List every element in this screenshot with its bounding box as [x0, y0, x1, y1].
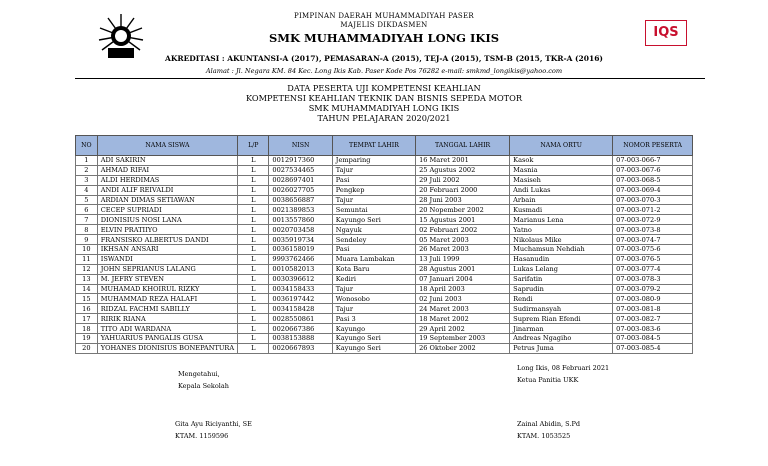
cell-name: ARDIAN DIMAS SETIAWAN [97, 195, 237, 205]
footer-acknowledged: Mengetahui, [178, 370, 220, 378]
table-row [76, 205, 693, 215]
cell-parent: Sarifatin [510, 274, 613, 284]
cell-participant-number: 07-003-080-9 [613, 294, 693, 304]
cell-gender: L [238, 264, 269, 274]
cell-name: DIONISIUS NOSI LANA [97, 215, 237, 225]
cell-gender: L [238, 245, 269, 255]
cell-birthdate: 29 Juli 2002 [416, 175, 510, 185]
cell-parent: Arbain [510, 195, 613, 205]
cell-nisn: 9993762466 [269, 254, 332, 264]
cell-nisn: 0036158019 [269, 245, 332, 255]
cell-participant-number: 07-003-079-2 [613, 284, 693, 294]
cell-gender: L [238, 205, 269, 215]
cell-parent: Muchamsun Nehdiah [510, 245, 613, 255]
cell-participant-number: 07-003-083-6 [613, 324, 693, 334]
cell-nisn: 0028550861 [269, 314, 332, 324]
cell-gender: L [238, 324, 269, 334]
cell-participant-number: 07-003-077-4 [613, 264, 693, 274]
col-header-gender: L/P [238, 136, 269, 156]
cell-birthdate: 07 Januari 2004 [416, 274, 510, 284]
cell-no: 19 [76, 334, 98, 344]
iqs-logo: IQS [645, 20, 687, 46]
cell-birthdate: 26 Maret 2003 [416, 245, 510, 255]
cell-parent: Masnia [510, 165, 613, 175]
table-row [76, 343, 693, 353]
cell-no: 7 [76, 215, 98, 225]
cell-birthdate: 26 Oktober 2002 [416, 343, 510, 353]
cell-name: YOHANES DIONISIUS BONEPANTURA [97, 343, 237, 353]
col-header-participant-number: NOMOR PESERTA [613, 136, 693, 156]
title-line-4: TAHUN PELAJARAN 2020/2021 [317, 113, 451, 123]
cell-birthplace: Pasi [332, 175, 415, 185]
cell-participant-number: 07-003-072-9 [613, 215, 693, 225]
cell-gender: L [238, 334, 269, 344]
cell-nisn: 0030396612 [269, 274, 332, 284]
col-header-birthplace: TEMPAT LAHIR [332, 136, 415, 156]
cell-nisn: 0026027705 [269, 185, 332, 195]
cell-birthdate: 18 Maret 2002 [416, 314, 510, 324]
cell-birthplace: Kayungo [332, 324, 415, 334]
cell-participant-number: 07-003-066-7 [613, 156, 693, 166]
cell-parent: Kasok [510, 156, 613, 166]
cell-birthdate: 15 Agustus 2001 [416, 215, 510, 225]
cell-name: TITO ADI WARDANA [97, 324, 237, 334]
cell-no: 17 [76, 314, 98, 324]
cell-participant-number: 07-003-067-6 [613, 165, 693, 175]
cell-no: 1 [76, 156, 98, 166]
cell-no: 4 [76, 185, 98, 195]
cell-nisn: 0013557860 [269, 215, 332, 225]
cell-gender: L [238, 274, 269, 284]
cell-gender: L [238, 254, 269, 264]
cell-birthplace: Tajur [332, 195, 415, 205]
cell-gender: L [238, 294, 269, 304]
cell-nisn: 0021389853 [269, 205, 332, 215]
cell-nisn: 0038656887 [269, 195, 332, 205]
cell-birthplace: Muara Lambakan [332, 254, 415, 264]
cell-no: 15 [76, 294, 98, 304]
cell-name: ADI SAKIRIN [97, 156, 237, 166]
cell-name: MUHAMAD KHOIRUL RIZKY [97, 284, 237, 294]
address-line: Alamat : Jl. Negara KM. 84 Kec. Long Ikis Kab. Paser Kode Pos 76282 e-mail: smkmd_longikis@yahoo.com [205, 67, 563, 75]
cell-birthdate: 28 Agustus 2001 [416, 264, 510, 274]
cell-no: 3 [76, 175, 98, 185]
cell-participant-number: 07-003-078-3 [613, 274, 693, 284]
cell-participant-number: 07-003-082-7 [613, 314, 693, 324]
cell-name: FRANSISKO ALBERTUS DANDI [97, 235, 237, 245]
footer-place-date: Long Ikis, 08 Februari 2021 [517, 364, 610, 372]
cell-birthdate: 18 April 2003 [416, 284, 510, 294]
school-name: SMK MUHAMMADIYAH LONG IKIS [268, 31, 500, 45]
cell-no: 20 [76, 343, 98, 353]
cell-nisn: 0012917360 [269, 156, 332, 166]
cell-no: 12 [76, 264, 98, 274]
cell-name: ALDI HERDIMAS [97, 175, 237, 185]
cell-name: MUHAMMAD REZA HALAFI [97, 294, 237, 304]
footer-committee-name: Zainal Abidin, S.Pd [517, 420, 580, 428]
cell-birthplace: Pengkep [332, 185, 415, 195]
cell-birthdate: 16 Maret 2001 [416, 156, 510, 166]
cell-birthplace: Ngayuk [332, 225, 415, 235]
col-header-no: NO [76, 136, 98, 156]
cell-birthplace: Kota Baru [332, 264, 415, 274]
cell-name: RIDZAL FACHMI SABILLY [97, 304, 237, 314]
table-row [76, 235, 693, 245]
cell-birthplace: Semuntai [332, 205, 415, 215]
cell-gender: L [238, 165, 269, 175]
cell-nisn: 0010582013 [269, 264, 332, 274]
cell-participant-number: 07-003-075-6 [613, 245, 693, 255]
col-header-parent: NAMA ORTU [510, 136, 613, 156]
cell-gender: L [238, 185, 269, 195]
cell-gender: L [238, 195, 269, 205]
cell-no: 6 [76, 205, 98, 215]
cell-birthplace: Pasi 3 [332, 314, 415, 324]
table-header-row [76, 136, 693, 156]
title-line-1: DATA PESERTA UJI KOMPETENSI KEAHLIAN [287, 83, 481, 93]
cell-name: RIRIK RIANA [97, 314, 237, 324]
cell-birthplace: Kayungo Seri [332, 334, 415, 344]
cell-nisn: 0036197442 [269, 294, 332, 304]
cell-participant-number: 07-003-084-5 [613, 334, 693, 344]
table-row [76, 264, 693, 274]
cell-birthplace: Tajur [332, 165, 415, 175]
accreditation-line: AKREDITASI : AKUNTANSI-A (2017), PEMASARAN-A (2015), TEJ-A (2015), TSM-B (2015, TKR-A (2016) [165, 54, 603, 63]
cell-no: 16 [76, 304, 98, 314]
cell-gender: L [238, 175, 269, 185]
cell-nisn: 0020703458 [269, 225, 332, 235]
cell-name: CECEP SUPRIADI [97, 205, 237, 215]
cell-birthdate: 13 Juli 1999 [416, 254, 510, 264]
cell-participant-number: 07-003-071-2 [613, 205, 693, 215]
cell-name: ISWANDI [97, 254, 237, 264]
footer-committee-title: Ketua Panitia UKK [517, 376, 579, 384]
cell-parent: Saprudin [510, 284, 613, 294]
table-row [76, 324, 693, 334]
cell-nisn: 0034158433 [269, 284, 332, 294]
table-row [76, 314, 693, 324]
footer-principal-title: Kepala Sekolah [178, 382, 229, 390]
header-rule [75, 78, 705, 79]
cell-participant-number: 07-003-069-4 [613, 185, 693, 195]
cell-name: IKHSAN ANSARI [97, 245, 237, 255]
cell-no: 18 [76, 324, 98, 334]
table-row [76, 284, 693, 294]
cell-birthdate: 02 Juni 2003 [416, 294, 510, 304]
cell-nisn: 0034158428 [269, 304, 332, 314]
title-line-2: KOMPETENSI KEAHLIAN TEKNIK DAN BISNIS SEPEDA MOTOR [246, 93, 522, 103]
cell-birthdate: 24 Maret 2003 [416, 304, 510, 314]
cell-gender: L [238, 235, 269, 245]
cell-gender: L [238, 304, 269, 314]
table-row [76, 245, 693, 255]
cell-parent: Yatno [510, 225, 613, 235]
cell-no: 8 [76, 225, 98, 235]
cell-gender: L [238, 156, 269, 166]
cell-name: M. JEFRY STEVEN [97, 274, 237, 284]
cell-participant-number: 07-003-085-4 [613, 343, 693, 353]
cell-gender: L [238, 343, 269, 353]
cell-nisn: 0038153888 [269, 334, 332, 344]
cell-participant-number: 07-003-076-5 [613, 254, 693, 264]
cell-no: 14 [76, 284, 98, 294]
cell-birthplace: Kayungo Seri [332, 343, 415, 353]
cell-no: 9 [76, 235, 98, 245]
table-row [76, 165, 693, 175]
cell-parent: Suprem Rian Efendi [510, 314, 613, 324]
table-row [76, 215, 693, 225]
cell-nisn: 0020667386 [269, 324, 332, 334]
cell-parent: Rendi [510, 294, 613, 304]
cell-participant-number: 07-003-070-3 [613, 195, 693, 205]
table-row [76, 175, 693, 185]
cell-birthplace: Jemparing [332, 156, 415, 166]
cell-parent: Nikolaus Mike [510, 235, 613, 245]
cell-birthplace: Tajur [332, 284, 415, 294]
table-row [76, 225, 693, 235]
participant-table [75, 135, 693, 354]
table-row [76, 185, 693, 195]
cell-gender: L [238, 284, 269, 294]
cell-no: 13 [76, 274, 98, 284]
cell-birthplace: Sendeley [332, 235, 415, 245]
cell-no: 2 [76, 165, 98, 175]
cell-parent: Masiseh [510, 175, 613, 185]
cell-name: JOHN SEPRIANUS LALANG [97, 264, 237, 274]
cell-birthplace: Pasi [332, 245, 415, 255]
table-row [76, 274, 693, 284]
header-line-1: PIMPINAN DAERAH MUHAMMADIYAH PASER [293, 12, 475, 20]
cell-parent: Lukas Lelang [510, 264, 613, 274]
cell-birthdate: 05 Maret 2003 [416, 235, 510, 245]
cell-participant-number: 07-003-073-8 [613, 225, 693, 235]
col-header-name: NAMA SISWA [97, 136, 237, 156]
cell-parent: Jinarman [510, 324, 613, 334]
footer-committee-id: KTAM. 1053525 [517, 432, 571, 440]
cell-no: 11 [76, 254, 98, 264]
cell-participant-number: 07-003-068-5 [613, 175, 693, 185]
col-header-birthdate: TANGGAL LAHIR [416, 136, 510, 156]
cell-birthdate: 20 Februari 2000 [416, 185, 510, 195]
cell-birthdate: 29 April 2002 [416, 324, 510, 334]
cell-parent: Kusmadi [510, 205, 613, 215]
cell-nisn: 0028697401 [269, 175, 332, 185]
cell-birthplace: Kayungo Seri [332, 215, 415, 225]
table-row [76, 294, 693, 304]
table-row [76, 156, 693, 166]
cell-birthplace: Wonosobo [332, 294, 415, 304]
cell-participant-number: 07-003-074-7 [613, 235, 693, 245]
table-row [76, 195, 693, 205]
cell-birthdate: 28 Juni 2003 [416, 195, 510, 205]
cell-parent: Andi Lukas [510, 185, 613, 195]
cell-nisn: 0027534465 [269, 165, 332, 175]
cell-birthplace: Tajur [332, 304, 415, 314]
cell-no: 5 [76, 195, 98, 205]
cell-parent: Petrus Juma [510, 343, 613, 353]
title-line-3: SMK MUHAMMADIYAH LONG IKIS [308, 103, 460, 113]
cell-no: 10 [76, 245, 98, 255]
cell-birthplace: Kediri [332, 274, 415, 284]
cell-birthdate: 20 Nopember 2002 [416, 205, 510, 215]
footer-principal-name: Gita Ayu Riciyanthi, SE [175, 420, 252, 428]
cell-birthdate: 02 Februari 2002 [416, 225, 510, 235]
cell-birthdate: 25 Agustus 2002 [416, 165, 510, 175]
header-line-2: MAJELIS DIKDASMEN [340, 21, 428, 29]
cell-name: YAHUARIUS PANGALIS GUSA [97, 334, 237, 344]
cell-gender: L [238, 314, 269, 324]
cell-gender: L [238, 215, 269, 225]
cell-birthdate: 19 September 2003 [416, 334, 510, 344]
table-row [76, 254, 693, 264]
cell-parent: Marianus Lena [510, 215, 613, 225]
cell-name: AHMAD RIFAI [97, 165, 237, 175]
cell-name: ANDI ALIF REIVALDI [97, 185, 237, 195]
table-row [76, 304, 693, 314]
footer-principal-id: KTAM. 1159596 [175, 432, 229, 440]
cell-nisn: 0020667893 [269, 343, 332, 353]
cell-participant-number: 07-003-081-8 [613, 304, 693, 314]
table-row [76, 334, 693, 344]
cell-name: ELVIN PRATIIYO [97, 225, 237, 235]
cell-nisn: 0035919734 [269, 235, 332, 245]
cell-parent: Andreas Ngagiho [510, 334, 613, 344]
cell-gender: L [238, 225, 269, 235]
cell-parent: Hasanudin [510, 254, 613, 264]
col-header-nisn: NISN [269, 136, 332, 156]
cell-parent: Sudirmansyah [510, 304, 613, 314]
